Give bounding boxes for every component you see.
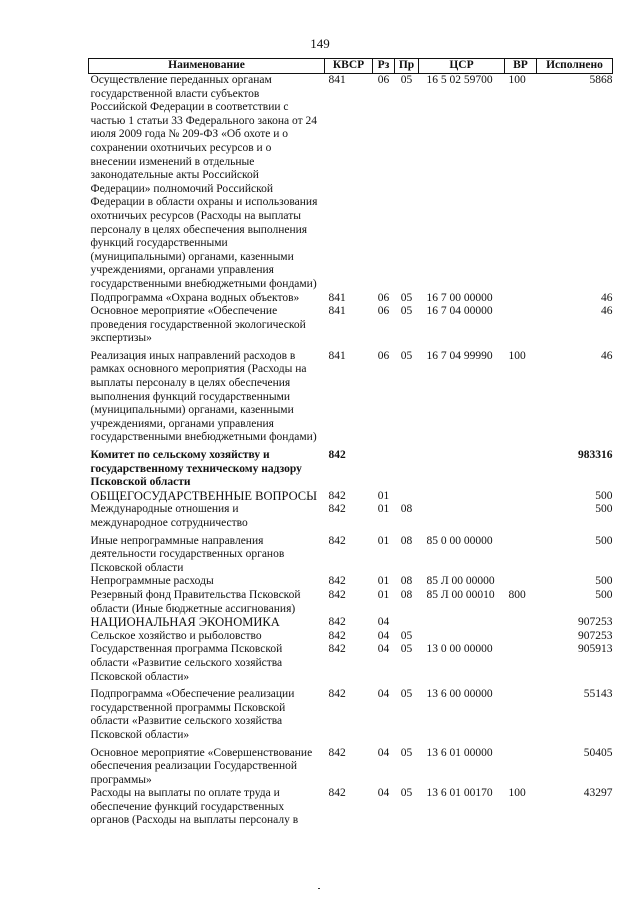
cell-name: Комитет по сельскому хозяйству и государственному техническому надзору Псковской области: [90, 449, 302, 489]
cell-sum: 907253: [578, 616, 613, 629]
cell-sum: 46: [601, 349, 613, 362]
cell-pr: 05: [400, 787, 413, 800]
table-row: [89, 743, 613, 788]
cell-csr: 13 6 01 00000: [426, 746, 493, 759]
cell-vr: [505, 575, 537, 589]
cell-kvsr: 842: [328, 449, 346, 462]
cell-sum: 55143: [583, 688, 613, 701]
cell-kvsr: 841: [328, 74, 346, 86]
cell-pr: 05: [400, 629, 413, 642]
cell-kvsr: 842: [328, 489, 346, 502]
cell-vr: [505, 490, 537, 504]
table-row: [89, 346, 613, 445]
header-rz: Рз: [373, 59, 395, 74]
cell-kvsr: 841: [328, 291, 346, 304]
cell-rz: 04: [377, 787, 390, 800]
table-row: [89, 503, 613, 530]
cell-kvsr: 841: [328, 305, 346, 318]
cell-sum: 907253: [578, 629, 613, 642]
cell-csr: 13 0 00 00000: [426, 643, 493, 656]
cell-vr: [505, 292, 537, 306]
cell-name: Основное мероприятие «Обеспечение проведения государственной экологической экспертизы»: [90, 305, 306, 345]
cell-vr: 100: [508, 349, 526, 362]
budget-execution-table: [88, 58, 613, 828]
cell-kvsr: 842: [328, 588, 346, 601]
table-row: [89, 643, 613, 684]
cell-vr: 800: [508, 588, 526, 601]
cell-pr: 05: [400, 643, 413, 656]
cell-pr: 05: [400, 291, 413, 304]
cell-rz: 04: [377, 643, 390, 656]
cell-sum: 500: [595, 588, 613, 601]
table-row: [89, 74, 613, 292]
cell-csr: [419, 630, 505, 644]
cell-name: Подпрограмма «Обеспечение реализации государственной программы Псковской области «Развитие сельского хозяйства Псковской области»: [90, 688, 295, 741]
cell-csr: [419, 503, 505, 530]
cell-kvsr: 842: [328, 787, 346, 800]
cell-vr: 100: [508, 787, 526, 800]
cell-sum: 905913: [578, 643, 613, 656]
cell-sum: 500: [595, 489, 613, 502]
table-row: [89, 787, 613, 828]
cell-name: Реализация иных направлений расходов в рамках основного мероприятия (Расходы на выплаты персоналу в целях обеспечения выполнения функций государственными (муниципальными) органами, казенными учреждениями, органами управления государственными внебюджетными фондами): [90, 349, 317, 444]
header-pr: Пр: [395, 59, 419, 74]
cell-kvsr: 842: [328, 643, 346, 656]
cell-kvsr: 842: [328, 575, 346, 588]
table-row: [89, 589, 613, 616]
cell-pr: [395, 490, 419, 504]
cell-csr: [419, 616, 505, 630]
cell-kvsr: 842: [328, 503, 346, 516]
cell-vr: [505, 616, 537, 630]
cell-pr: 08: [400, 534, 413, 547]
cell-rz: 04: [377, 688, 390, 701]
cell-sum: 500: [595, 534, 613, 547]
cell-csr: 85 Л 00 00010: [426, 588, 495, 601]
cell-pr: 05: [400, 349, 413, 362]
table-body: [89, 74, 613, 829]
cell-pr: 08: [400, 588, 413, 601]
cell-sum: 500: [595, 575, 613, 588]
cell-name: ОБЩЕГОСУДАРСТВЕННЫЕ ВОПРОСЫ: [90, 488, 318, 503]
footer-mark: [318, 888, 320, 889]
cell-kvsr: 842: [328, 534, 346, 547]
table-row: [89, 616, 613, 630]
table-row: [89, 490, 613, 504]
cell-pr: [395, 616, 419, 630]
cell-kvsr: 842: [328, 629, 346, 642]
cell-vr: [505, 305, 537, 346]
cell-vr: [505, 503, 537, 530]
cell-sum: 46: [601, 291, 613, 304]
cell-rz: 04: [377, 616, 390, 629]
cell-name: Основное мероприятие «Совершенствование обеспечения реализации Государственной программы»: [90, 746, 313, 786]
header-csr: ЦСР: [419, 59, 505, 74]
cell-csr: 85 0 00 00000: [426, 534, 493, 547]
cell-rz: 06: [377, 74, 390, 86]
table-row: [89, 575, 613, 589]
cell-vr: [505, 531, 537, 576]
cell-rz: 06: [377, 291, 390, 304]
cell-csr: 13 6 01 00170: [426, 787, 493, 800]
cell-rz: 06: [377, 349, 390, 362]
cell-rz: 01: [377, 503, 390, 516]
cell-kvsr: 842: [328, 746, 346, 759]
cell-vr: [505, 743, 537, 788]
table-row: [89, 684, 613, 742]
cell-sum: 5868: [589, 74, 613, 86]
cell-vr: 100: [508, 74, 526, 86]
header-executed: Исполнено: [537, 59, 613, 74]
cell-pr: 08: [400, 503, 413, 516]
cell-sum: 50405: [583, 746, 613, 759]
table-header-row: [89, 59, 613, 74]
cell-csr: 16 7 04 00000: [426, 305, 493, 318]
cell-pr: 05: [400, 74, 413, 86]
cell-name: НАЦИОНАЛЬНАЯ ЭКОНОМИКА: [90, 615, 280, 630]
cell-kvsr: 842: [328, 616, 346, 629]
cell-kvsr: 841: [328, 349, 346, 362]
cell-rz: 04: [377, 629, 390, 642]
cell-rz: 04: [377, 746, 390, 759]
cell-vr: [505, 643, 537, 684]
header-name: Наименование: [89, 59, 325, 74]
cell-rz: [373, 445, 395, 490]
table-row: [89, 445, 613, 490]
table-row: [89, 630, 613, 644]
header-vr: ВР: [505, 59, 537, 74]
cell-sum: 500: [595, 503, 613, 516]
cell-name: Расходы на выплаты по оплате труда и обеспечение функций государственных органов (Расходы на выплаты персоналу в: [90, 787, 299, 827]
cell-rz: 01: [377, 575, 390, 588]
cell-pr: 05: [400, 746, 413, 759]
table-row: [89, 531, 613, 576]
cell-csr: 16 5 02 59700: [426, 74, 493, 86]
table-row: [89, 305, 613, 346]
cell-name: Подпрограмма «Охрана водных объектов»: [90, 291, 300, 304]
cell-pr: 08: [400, 575, 413, 588]
cell-sum: 43297: [583, 787, 613, 800]
cell-vr: [505, 684, 537, 742]
cell-pr: 05: [400, 305, 413, 318]
page-number: 149: [310, 36, 330, 51]
cell-pr: 05: [400, 688, 413, 701]
cell-name: Иные непрограммные направления деятельности государственных органов Псковской области: [90, 534, 285, 574]
cell-rz: 01: [377, 534, 390, 547]
cell-csr: [419, 490, 505, 504]
cell-rz: 01: [377, 489, 390, 502]
cell-name: Непрограммные расходы: [90, 575, 214, 588]
cell-name: Международные отношения и международное сотрудничество: [90, 503, 248, 529]
cell-kvsr: 842: [328, 688, 346, 701]
table-row: [89, 292, 613, 306]
cell-pr: [395, 445, 419, 490]
cell-csr: 16 7 04 99990: [426, 349, 493, 362]
cell-sum: 46: [601, 305, 613, 318]
cell-rz: 06: [377, 305, 390, 318]
cell-name: Резервный фонд Правительства Псковской области (Иные бюджетные ассигнования): [90, 588, 301, 615]
cell-name: Осуществление переданных органам государственной власти субъектов Российской Федерации в соответствии с частью 1 статьи 33 Федерального закона от 24 июля 2009 года № 209-ФЗ «Об охоте и о сохранении охотничьих ресурсов и о внесении изменений в отдельные законодательные акты Российской Федерации» полномочий Российской Федерации в области охраны и использования охотничьих ресурсов (Расходы на выплаты персоналу в целях обеспечения выполнения функций государственными (муниципальными) органами, казенными учреждениями, органами управления государственными внебюджетными фондами): [90, 74, 318, 290]
cell-csr: 85 Л 00 00000: [426, 575, 495, 588]
cell-csr: [419, 445, 505, 490]
cell-vr: [505, 445, 537, 490]
header-kvsr: КВСР: [325, 59, 373, 74]
cell-vr: [505, 630, 537, 644]
cell-csr: 13 6 00 00000: [426, 688, 493, 701]
cell-name: Государственная программа Псковской области «Развитие сельского хозяйства Псковской области»: [90, 643, 283, 683]
cell-sum: 983316: [578, 449, 613, 462]
cell-name: Сельское хозяйство и рыболовство: [90, 629, 262, 642]
cell-rz: 01: [377, 588, 390, 601]
cell-csr: 16 7 00 00000: [426, 291, 493, 304]
